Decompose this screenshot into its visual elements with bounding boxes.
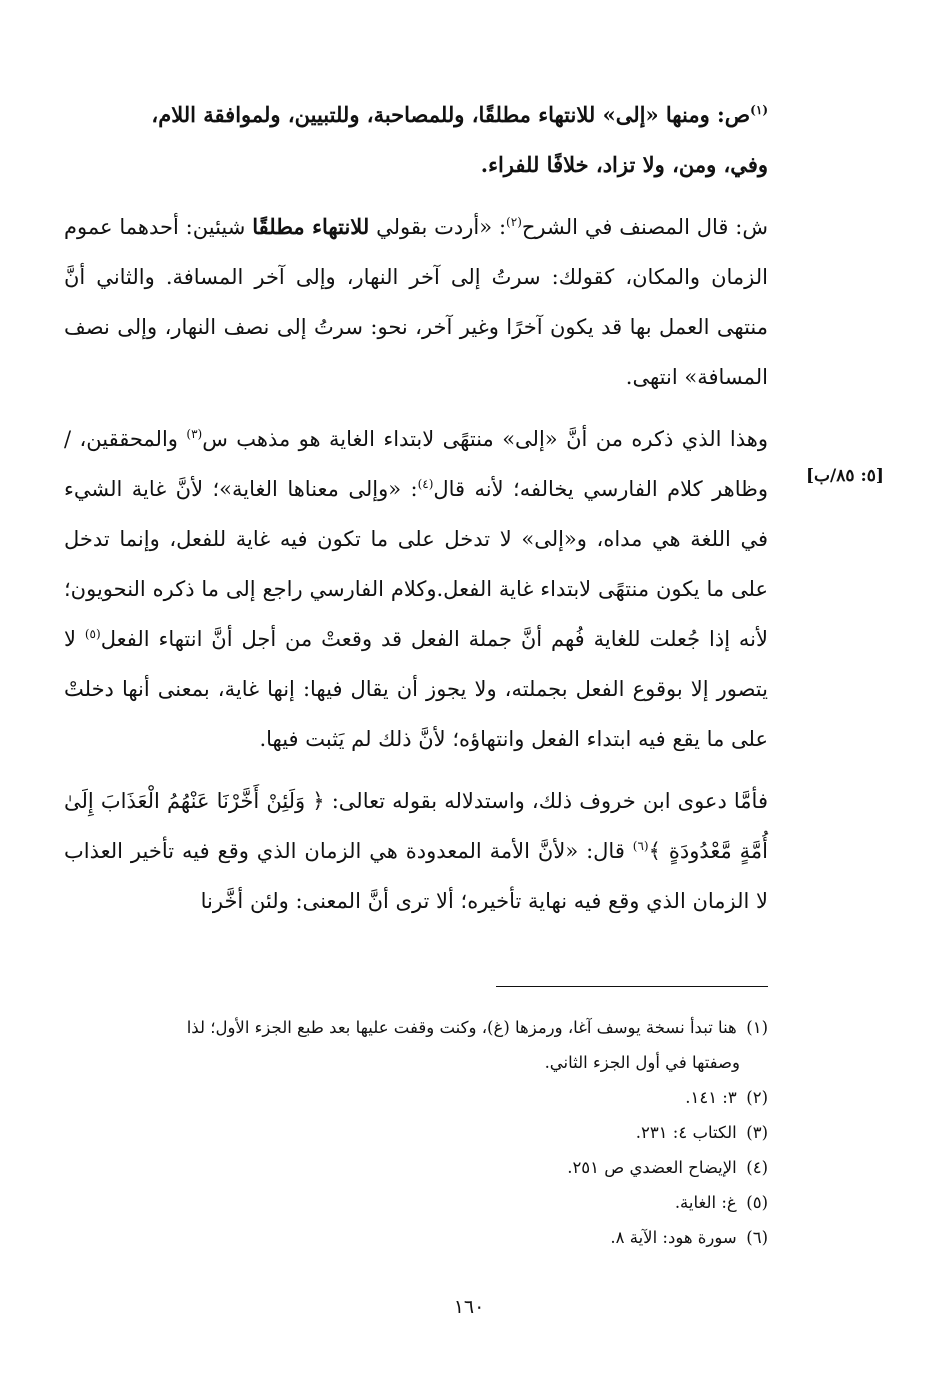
matn-paragraph xyxy=(64,90,768,190)
footnote-ref: (٦) xyxy=(632,839,649,853)
footnote xyxy=(64,1115,768,1150)
main-text xyxy=(64,90,768,938)
footnote-text: سورة هود: الآية ٨. xyxy=(610,1228,737,1247)
text-run: : «وإلى معناها الغاية»؛ لأنَّ غاية الشيء في اللغة هي مداه، و«إلى» لا تدخل على ما تكون فيه غاية للفعل، وإنما تدخل على ما يكون منتهًى لابتداء غاية الفعل.وكلام الفارسي راجع إلى ما ذكره النحويون؛ لأنه إذا جُعلت للغاية فُهم أنَّ جملة الفعل قد وقعتْ من أجل أنَّ انتهاء الفعل xyxy=(64,477,768,651)
commentary-paragraph-3 xyxy=(64,776,768,926)
manuscript-folio-marker: [٥: ٨٥/ب] xyxy=(806,466,884,486)
footnote-text: غ: الغاية. xyxy=(674,1193,737,1212)
footnote xyxy=(64,1010,768,1045)
footnote xyxy=(64,1220,768,1255)
text-run: : «أردت بقولي xyxy=(369,215,507,239)
bold-phrase: للانتهاء مطلقًا xyxy=(252,214,370,239)
footnote-text: الإيضاح العضدي ص ٢٥١. xyxy=(567,1158,737,1177)
footnote-number: (٥) xyxy=(746,1193,768,1212)
footnote-text: ٣: ١٤١. xyxy=(685,1088,737,1107)
footnote-number: (٢) xyxy=(746,1088,768,1107)
text-run: شيئين: أحدهما عموم الزمان والمكان، كقولك: سرتُ إلى آخر النهار، وإلى آخر المسافة. والثاني أنَّ منتهى العمل بها قد يكون آخرًا وغير آخر، نحو: سرتُ إلى نصف النهار، وإلى نصف المسافة» انتهى. xyxy=(64,215,768,389)
footnote xyxy=(64,1185,768,1220)
text-run: وهذا الذي ذكره من أنَّ «إلى» منتهًى لابتداء الغاية هو مذهب س xyxy=(202,427,768,451)
footnote-text: الكتاب ٤: ٢٣١. xyxy=(635,1123,737,1142)
footnote-number: (١) xyxy=(746,1018,768,1037)
footnote-number: (٤) xyxy=(746,1158,768,1177)
footnote xyxy=(64,1150,768,1185)
footnotes xyxy=(64,1010,768,1255)
footnote-ref: (٥) xyxy=(84,627,101,641)
matn-line-2: وفي، ومن، ولا تزاد، خلافًا للفراء. xyxy=(480,152,768,177)
text-run: فأمَّا دعوى ابن خروف ذلك، واستدلاله بقوله تعالى: ﴿ وَلَئِنْ أَخَّرْنَا عَنْهُمُ الْعَذَابَ إِلَىٰ أُمَّةٍ مَّعْدُودَةٍ ﴾ xyxy=(64,789,768,863)
text-run: قال: «لأنَّ الأمة المعدودة هي الزمان الذي وقع فيه تأخير العذاب لا الزمان الذي وقع فيه نهاية تأخيره؛ ألا ترى أنَّ المعنى: ولئن أخَّرنا xyxy=(64,839,768,913)
footnote-text: هنا تبدأ نسخة يوسف آغا، ورمزها (غ)، وكنت وقفت عليها بعد طبع الجزء الأول؛ لذا xyxy=(186,1018,737,1037)
commentary-paragraph-1 xyxy=(64,202,768,402)
footnote xyxy=(64,1080,768,1115)
page-number: ١٦٠ xyxy=(453,1296,485,1318)
footnote-separator xyxy=(496,986,768,987)
text-run: ش: قال المصنف في الشرح xyxy=(521,215,769,239)
footnote-continuation xyxy=(64,1045,768,1080)
footnote-ref: (٢) xyxy=(506,215,522,229)
footnote-number: (٦) xyxy=(746,1228,768,1247)
footnote-number: (٣) xyxy=(746,1123,768,1142)
footnote-ref: (١) xyxy=(750,103,768,117)
footnote-text: وصفتها في أول الجزء الثاني. xyxy=(544,1053,740,1072)
matn-line-1: ص: ومنها «إلى» للانتهاء مطلقًا، وللمصاحبة، وللتبيين، ولموافقة اللام، xyxy=(151,102,751,127)
footnote-ref: (٤) xyxy=(417,477,434,491)
text-run: لا يتصور إلا بوقوع الفعل بجملته، ولا يجوز أن يقال فيها: إنها غاية، بمعنى أنها دخلتْ على ما يقع فيه ابتداء الفعل وانتهاؤه؛ لأنَّ ذلك لم يَثبت فيها. xyxy=(64,627,768,751)
text-run: والمحققين، /وظاهر كلام الفارسي يخالفه؛ لأنه قال xyxy=(64,427,768,501)
footnote-ref: (٣) xyxy=(186,427,203,441)
commentary-paragraph-2 xyxy=(64,414,768,764)
